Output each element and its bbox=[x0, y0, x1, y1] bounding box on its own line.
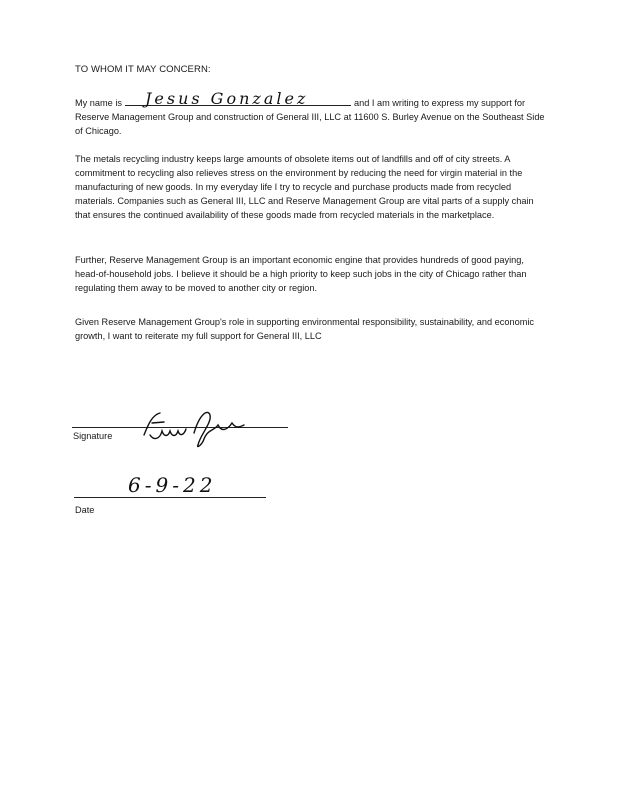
intro-suffix: and I am writing to express my support for Reserve Management Group and construction of General III, LLC at 11600 S. Burley Avenue on the Southeast Side of Chicago. bbox=[75, 98, 545, 136]
handwritten-name: Jesus Gonzalez bbox=[144, 89, 309, 108]
date-line bbox=[74, 497, 266, 498]
jobs-paragraph: Further, Reserve Management Group is an important economic engine that provides hundreds of good paying, head-of-household jobs. I believe it should be a high priority to keep such jobs in the city of Chicago rather than regulating them away to be moved to another city or region. bbox=[75, 255, 527, 293]
intro-prefix: My name is bbox=[75, 98, 122, 108]
signature-label: Signature bbox=[73, 431, 113, 441]
handwritten-signature bbox=[138, 405, 248, 450]
closing-paragraph: Given Reserve Management Group's role in supporting environmental responsibility, sustainability, and economic growth, I want to reiterate my full support for General III, LLC bbox=[75, 317, 534, 341]
recycling-paragraph: The metals recycling industry keeps large amounts of obsolete items out of landfills and off of city streets. A commitment to recycling also relieves stress on the environment by reducing the need for virgin material in the manufacturing of new goods. In my everyday life I try to recycle and purchase products made from recycled materials. Companies such as General III, LLC and Reserve Management Group are vital parts of a supply chain that ensures the continued availability of these goods made from recycled materials in the marketplace. bbox=[75, 154, 534, 220]
intro-paragraph bbox=[75, 89, 545, 138]
salutation: TO WHOM IT MAY CONCERN: bbox=[75, 64, 211, 75]
handwritten-date: 6-9-22 bbox=[128, 473, 217, 497]
name-blank-line bbox=[125, 89, 351, 108]
date-label: Date bbox=[75, 505, 95, 515]
